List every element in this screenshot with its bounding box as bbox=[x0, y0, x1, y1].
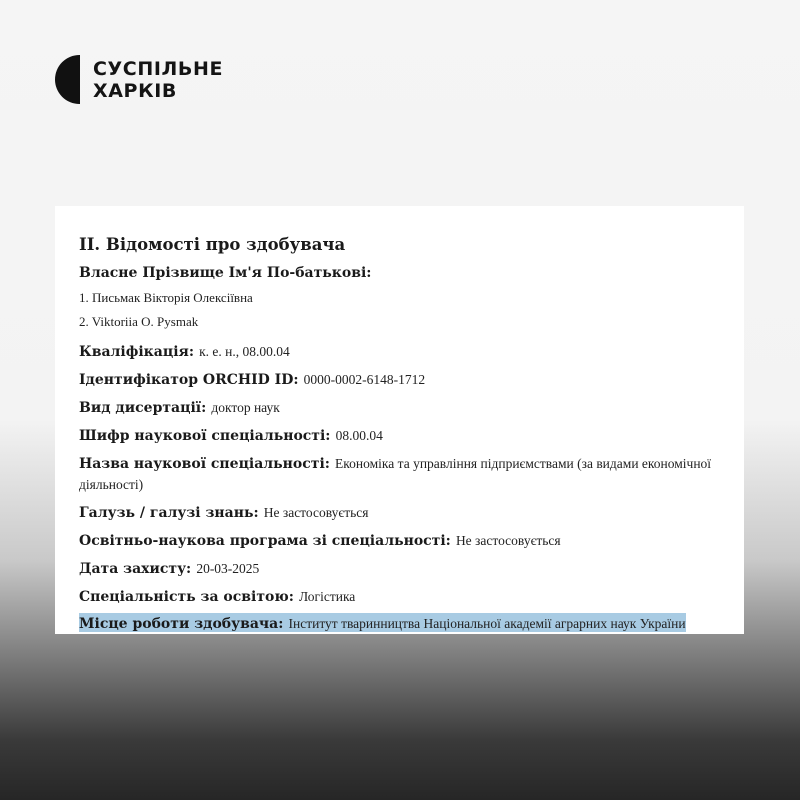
name-label: Власне Прізвище Ім'я По-батькові: bbox=[79, 265, 372, 281]
field-dissertation-type bbox=[79, 397, 726, 418]
field-value: Економіка та управління підприємствами (за видами економічної діяльності) bbox=[79, 456, 712, 492]
highlighted-text bbox=[79, 613, 686, 632]
field-value: к. е. н., 08.00.04 bbox=[199, 344, 290, 359]
field-label: Спеціальність за освітою: bbox=[79, 589, 294, 605]
brand-line-1: СУСПІЛЬНЕ bbox=[93, 57, 224, 80]
field-label: Галузь / галузі знань: bbox=[79, 505, 259, 521]
field-label: Вид дисертації: bbox=[79, 400, 207, 416]
field-label: Ідентифікатор ORCHID ID: bbox=[79, 372, 299, 388]
field-label: Місце роботи здобувача: bbox=[79, 616, 284, 632]
field-qualification bbox=[79, 341, 726, 362]
field-value: Не застосовується bbox=[455, 533, 561, 548]
field-label: Дата захисту: bbox=[79, 561, 192, 577]
field-label: Кваліфікація: bbox=[79, 344, 195, 360]
brand-logo-icon bbox=[55, 55, 80, 104]
brand-line-2: ХАРКІВ bbox=[93, 79, 177, 102]
field-program bbox=[79, 530, 726, 551]
name-label-row bbox=[79, 262, 726, 283]
field-label: Назва наукової спеціальності: bbox=[79, 456, 330, 472]
field-value: 0000-0002-6148-1712 bbox=[303, 372, 426, 387]
name-english: 2. Viktoriia O. Pysmak bbox=[79, 314, 199, 329]
field-value: Інститут тваринництва Національної академії аграрних наук України bbox=[288, 616, 686, 631]
field-value: Логістика bbox=[298, 589, 356, 604]
field-value: 08.00.04 bbox=[335, 428, 383, 443]
document-card bbox=[55, 206, 744, 634]
brand-logo bbox=[55, 55, 223, 104]
field-specialty-name bbox=[79, 453, 726, 495]
field-value: доктор наук bbox=[211, 400, 280, 415]
field-defense-date bbox=[79, 558, 726, 579]
field-label: Шифр наукової спеціальності: bbox=[79, 428, 331, 444]
brand-name bbox=[93, 58, 223, 102]
name-ukrainian: 1. Письмак Вікторія Олексіївна bbox=[79, 290, 253, 305]
field-label: Освітньо-наукова програма зі спеціальності: bbox=[79, 533, 451, 549]
document-content bbox=[79, 234, 726, 634]
section-heading: II. Відомості про здобувача bbox=[79, 235, 346, 254]
field-knowledge-area bbox=[79, 502, 726, 523]
field-value: 20-03-2025 bbox=[196, 561, 260, 576]
field-value: Не застосовується bbox=[263, 505, 369, 520]
field-education-specialty bbox=[79, 586, 726, 607]
field-orcid bbox=[79, 369, 726, 390]
field-specialty-code bbox=[79, 425, 726, 446]
field-workplace bbox=[79, 613, 726, 634]
